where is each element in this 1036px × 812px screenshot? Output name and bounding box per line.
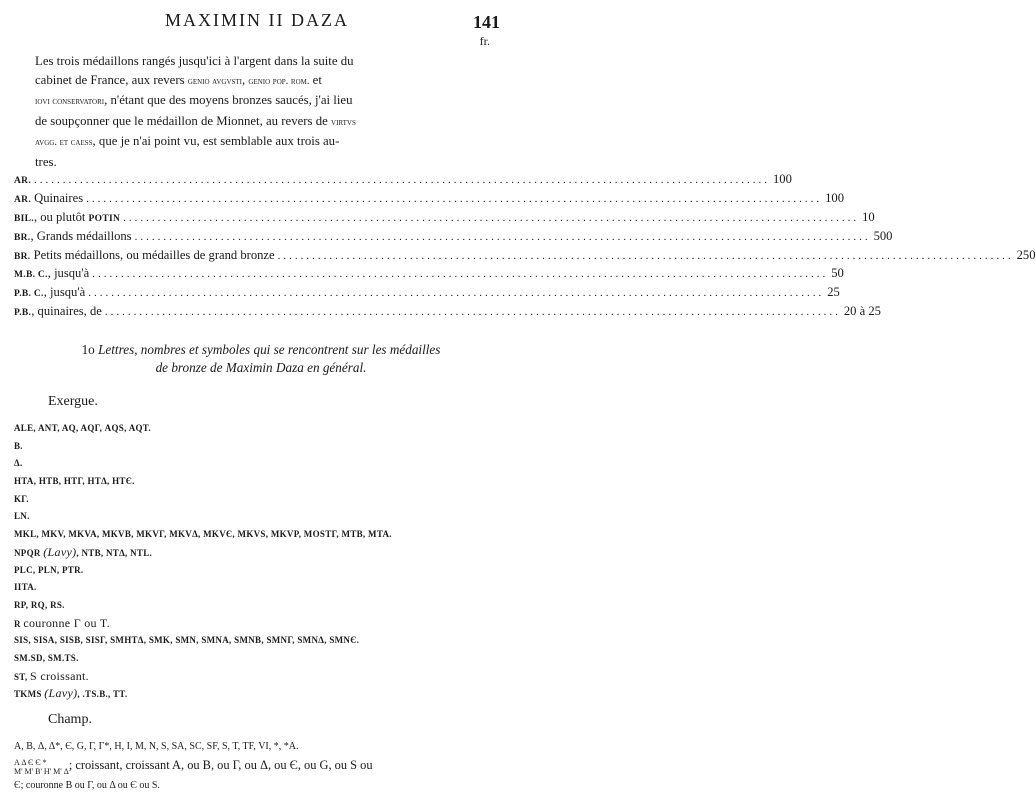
price-label: BR., Grands médaillons — [14, 228, 132, 243]
price-value: 50 — [831, 266, 844, 281]
exergue-row: SM.SD, SM.TS. — [14, 652, 79, 663]
exergue-row: R couronne Γ ou T. — [14, 615, 110, 630]
section-heading — [30, 341, 492, 377]
price-label: P.B., quinaires, de — [14, 304, 102, 319]
leader-dots: ................................................................................................................................ — [34, 174, 770, 186]
section-heading-line-1: Lettres, nombres et symboles qui se rencontrent sur les médailles — [94, 342, 441, 357]
price-row — [14, 266, 844, 285]
exergue-row: PLC, PLN, PTR. — [14, 564, 84, 575]
price-value: 100 — [825, 190, 844, 205]
intro-line-6: tres. — [35, 154, 57, 169]
intro-line-3b: , n'étant que des moyens bronzes saucés, j'ai lieu — [104, 93, 353, 108]
exergue-row: Δ. — [14, 458, 23, 469]
price-row — [14, 285, 840, 304]
price-value: 25 — [827, 285, 840, 300]
champ-heading: Champ. — [48, 712, 92, 727]
exergue-row: TKMS (Lavy), .TS.B., TT. — [14, 686, 128, 701]
price-value: 10 — [862, 209, 875, 224]
exergue-row: NPQR (Lavy), NTB, NTΔ, NTL. — [14, 544, 153, 559]
price-label: AR. Quinaires — [14, 190, 84, 205]
price-value: 20 à 25 — [843, 304, 881, 319]
price-value: 500 — [873, 228, 893, 243]
price-label: P.B. C., jusqu'à — [14, 285, 86, 300]
exergue-row: RP, RQ, RS. — [14, 599, 65, 610]
page-title: MAXIMIN II DAZA — [165, 10, 349, 30]
intro-paragraph — [35, 52, 477, 172]
section-number: 1o — [81, 342, 95, 357]
intro-revers-genio-avgvsti: genio avgvsti — [187, 75, 242, 87]
leader-dots: ................................................................................................................................ — [134, 230, 871, 243]
price-row — [14, 172, 792, 191]
price-label: M.B. C., jusqu'à — [14, 266, 90, 281]
leader-dots: ................................................................................................................................ — [92, 268, 829, 281]
intro-line-2a: cabinet de France, aux revers — [35, 72, 188, 87]
exergue-heading: Exergue. — [48, 394, 98, 409]
intro-revers-genio-pop-rom: genio pop. rom. — [248, 75, 310, 87]
price-list — [14, 172, 1036, 323]
intro-revers-avgg-et-caess: avgg. et caess — [35, 137, 93, 149]
price-row — [14, 209, 875, 229]
exergue-row: MKL, MKV, MKVA, MKVB, MKVΓ, MKVΔ, MKVЄ, MKVS, MKVP, MOSTΓ, MTB, MTA. — [14, 529, 392, 540]
intro-revers-iovi-conservatori: iovi conservatori — [35, 96, 105, 108]
exergue-row: B. — [14, 440, 23, 451]
champ-line-3: Є; couronne B ou Γ, ou Δ ou Є ou S. — [14, 780, 160, 791]
price-label: BIL., ou plutôt POTIN — [14, 209, 121, 224]
exergue-row: ALE, ANT, AQ, AQΓ, AQS, AQT. — [14, 423, 151, 433]
leader-dots: ................................................................................................................................ — [86, 192, 823, 205]
price-row — [14, 247, 1036, 267]
champ-line-1: A, B, Δ, Δ*, Є, G, Γ, Γ*, H, I, M, N, S, SA, SC, SF, S, T, TF, VI, *, *A. — [14, 741, 299, 752]
intro-revers-virtvs: virtvs — [331, 116, 356, 128]
champ-list — [14, 737, 506, 795]
currency-unit: fr. — [479, 34, 490, 48]
exergue-row: ST, S croissant. — [14, 668, 89, 683]
price-label: BR. Petits médaillons, ou médailles de grand bronze — [14, 247, 275, 262]
leader-dots: ................................................................................................................................ — [277, 249, 1014, 262]
intro-line-2b: , — [242, 72, 249, 87]
champ-line-2 — [14, 756, 506, 776]
exergue-row: HTA, HTB, HTΓ, HTΔ, HTЄ. — [14, 476, 135, 487]
exergue-list — [14, 420, 506, 703]
price-value: 100 — [773, 172, 792, 186]
champ-line-2-text: ; croissant, croissant A, ou B, ou Γ, ou Δ, ou Є, ou G, ou S ou — [68, 758, 373, 772]
page-number: 141 — [473, 12, 500, 32]
exergue-row: IITA. — [14, 582, 37, 593]
price-row — [14, 228, 893, 248]
price-row — [14, 304, 881, 323]
price-value: 250 — [1016, 247, 1036, 262]
exergue-row: LN. — [14, 511, 30, 522]
champ-fraction-bottom: M' M' B' Н' M' Δ — [14, 766, 69, 776]
champ-fraction-top: A Δ Є Є * — [14, 757, 47, 767]
leader-dots: ................................................................................................................................ — [104, 306, 841, 319]
intro-line-5b: , que je n'ai point vu, est semblable aux trois au- — [92, 134, 340, 149]
price-label: AR. — [14, 176, 31, 186]
intro-line-4: de soupçonner que le médaillon de Mionnet, au revers de — [35, 113, 332, 128]
leader-dots: ................................................................................................................................ — [88, 287, 825, 300]
intro-line-1: Les trois médaillons rangés jusqu'ici à l'argent dans la suite du — [35, 54, 354, 68]
intro-line-2c: et — [309, 72, 322, 87]
leader-dots: ................................................................................................................................ — [123, 211, 860, 224]
exergue-row: KΓ. — [14, 493, 29, 504]
section-heading-line-2: de bronze de Maximin Daza en général. — [155, 360, 367, 375]
price-row — [14, 190, 844, 210]
exergue-row: SIS, SISA, SISB, SISΓ, SMHTΔ, SMK, SMN, SMNA, SMNB, SMNΓ, SMNΔ, SMNЄ. — [14, 635, 360, 646]
